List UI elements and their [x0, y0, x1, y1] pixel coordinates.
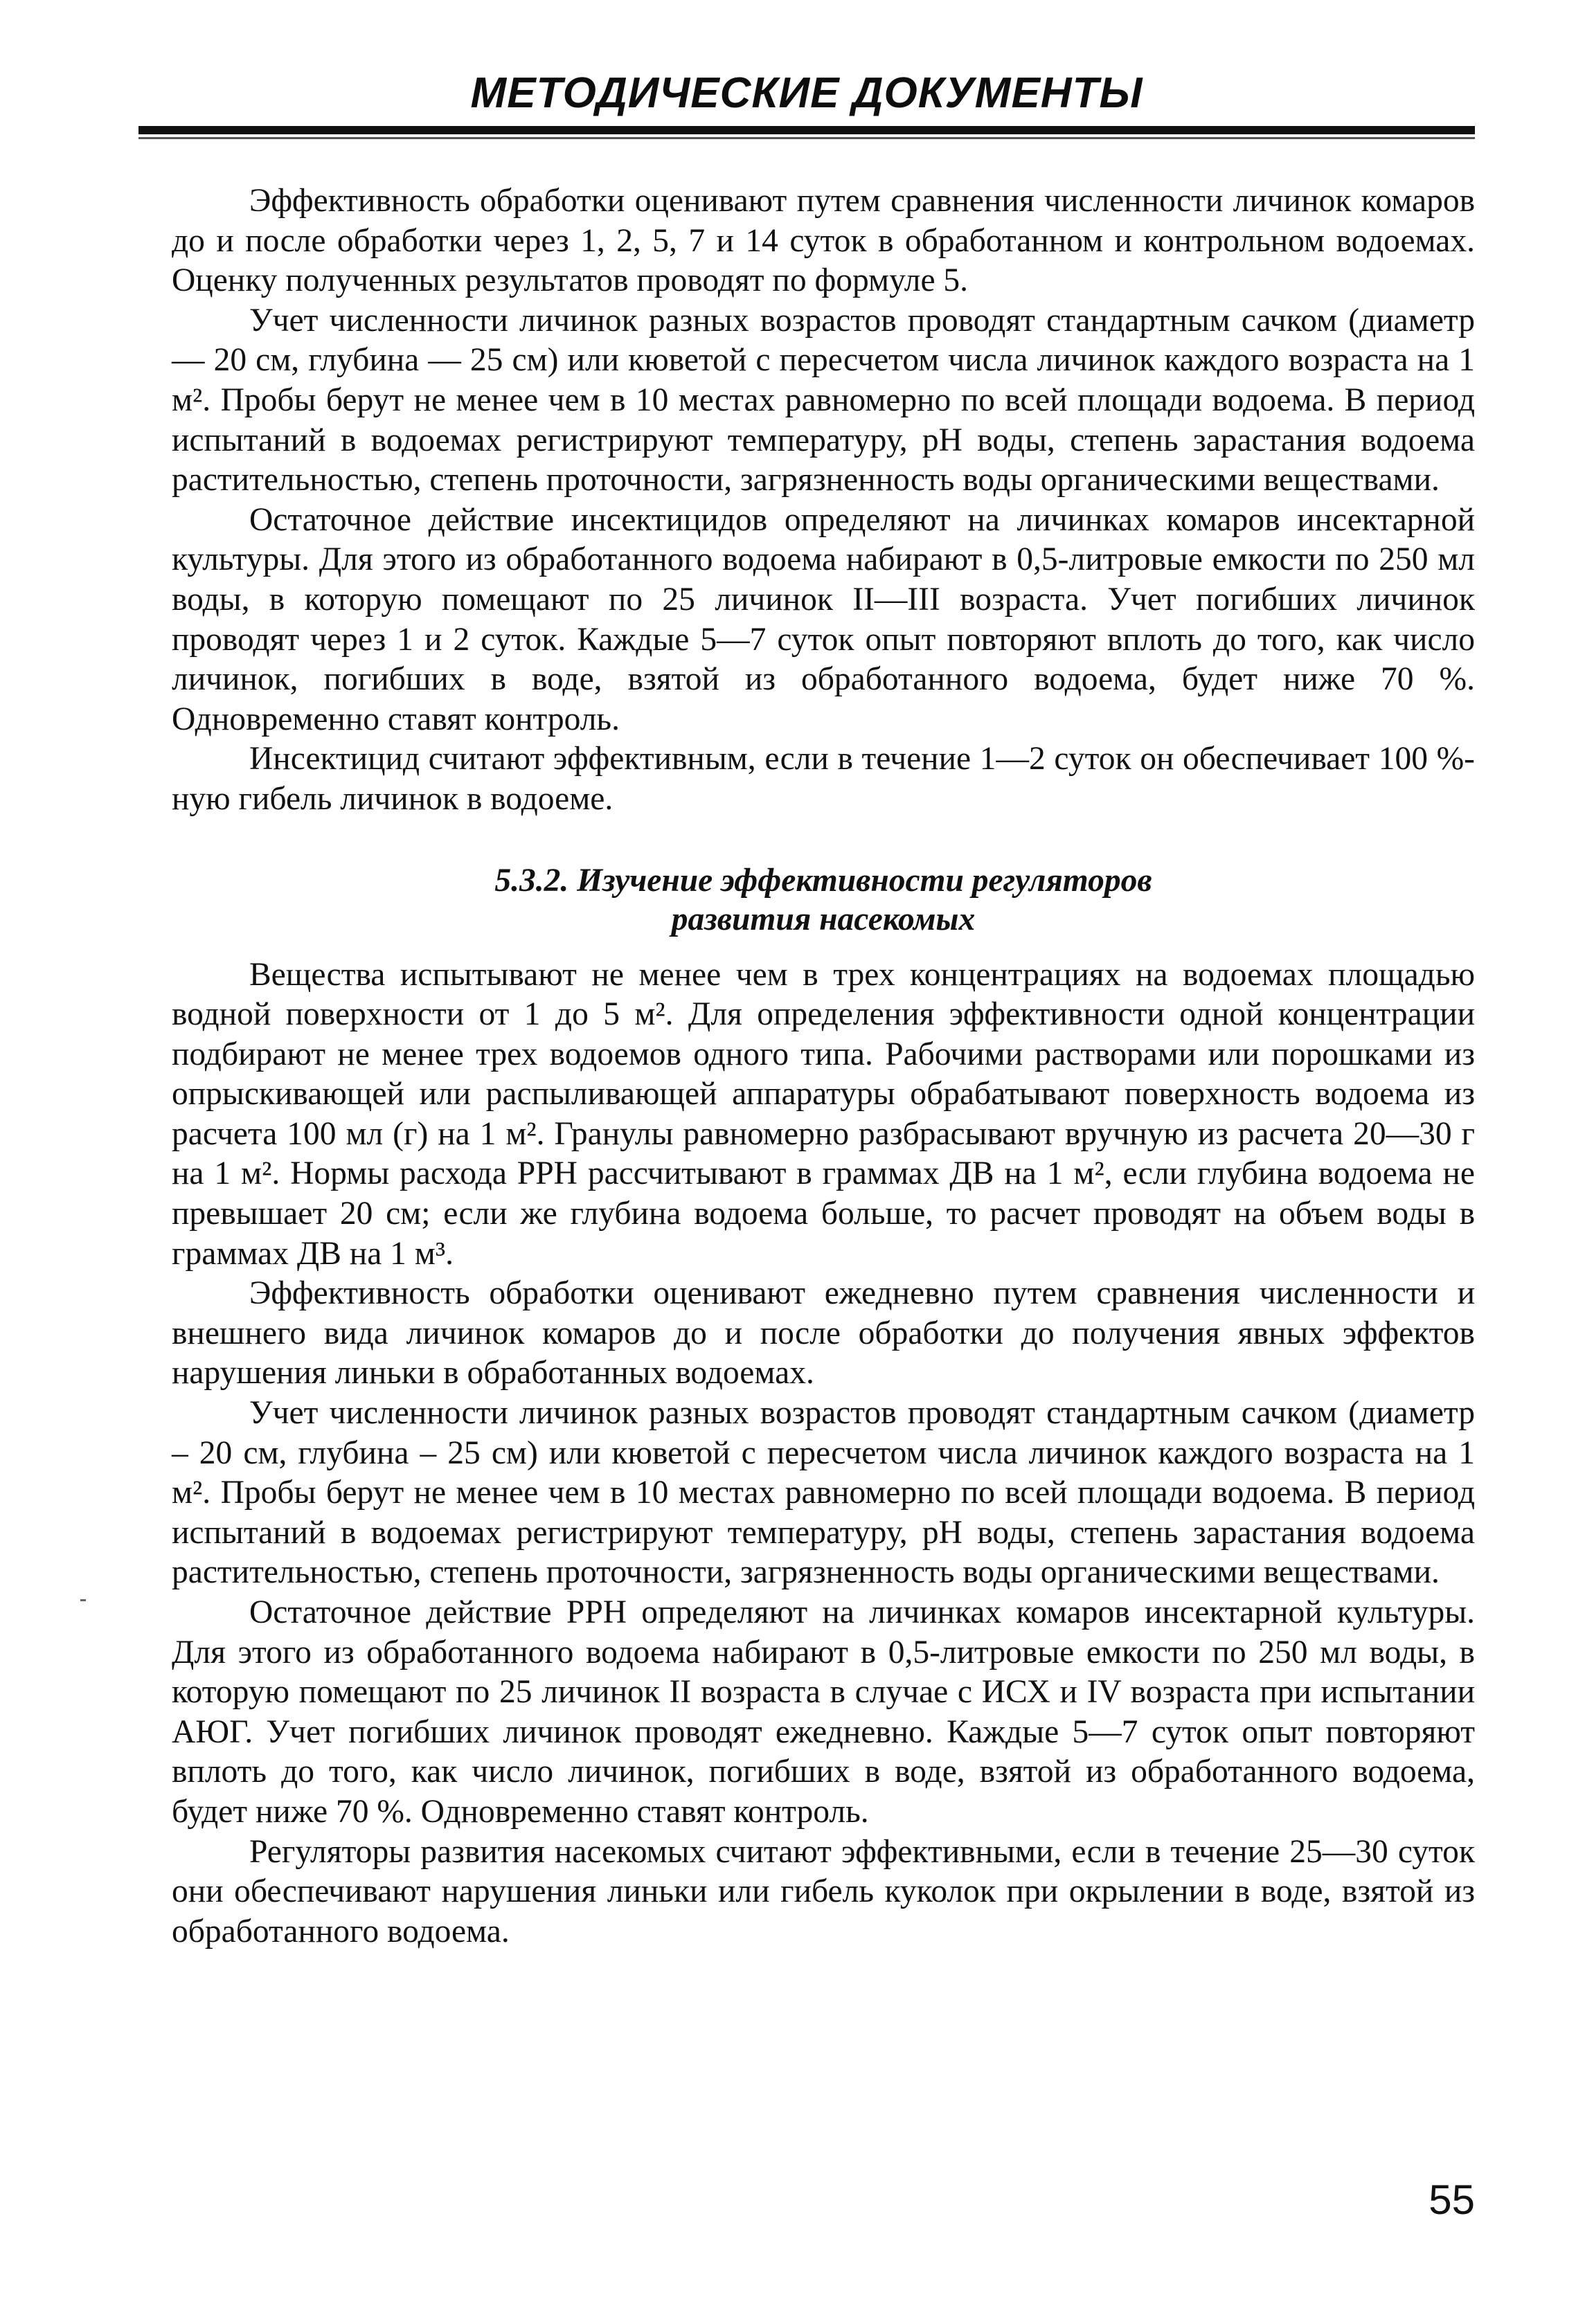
- header-rule-thick: [138, 126, 1475, 134]
- paragraph: Учет численности личинок разных возрастов проводят стандартным сачком (диаметр – 20 см, глубина – 25 см) или кюветой с пересчетом числа личинок каждого возраста на 1 м². Пробы берут не менее чем в 10 местах равномерно по всей площади водоема. В период испытаний в водоемах регистрируют температуру, pH воды, степень зарастания водоема растительностью, степень проточности, загрязненность воды органическими веществами.: [172, 1395, 1475, 1591]
- header-rule-thin: [138, 137, 1475, 139]
- body-text: [172, 181, 1475, 1952]
- section-heading: [172, 861, 1475, 939]
- paragraph: Остаточное действие инсектицидов определяют на личинках комаров инсектарной культуры. Для этого из обработанного водоема набирают в 0,5-литровые емкости по 250 мл воды, в которую помещают по 25 личинок II—III возраста. Учет погибших личинок проводят через 1 и 2 суток. Каждые 5—7 суток опыт повторяют вплоть до того, как число личинок, погибших в воде, взятой из обработанного водоема, будет ниже 70 %. Одновременно ставят контроль.: [172, 501, 1475, 737]
- header-title: МЕТОДИЧЕСКИЕ ДОКУМЕНТЫ: [470, 69, 1143, 117]
- paragraph: Инсектицид считают эффективным, если в течение 1—2 суток он обеспечивает 100 %-ную гибель личинок в водоеме.: [172, 741, 1475, 817]
- paragraph: Эффективность обработки оценивают ежедневно путем сравнения численности и внешнего вида личинок комаров до и после обработки до получения явных эффектов нарушения линьки в обработанных водоемах.: [172, 1275, 1475, 1391]
- paragraph: Учет численности личинок разных возрастов проводят стандартным сачком (диаметр — 20 см, глубина — 25 см) или кюветой с пересчетом числа личинок каждого возраста на 1 м². Пробы берут не менее чем в 10 местах равномерно по всей площади водоема. В период испытаний в водоемах регистрируют температуру, pH воды, степень зарастания водоема растительностью, степень проточности, загрязненность воды органическими веществами.: [172, 302, 1475, 498]
- margin-mark: [80, 1599, 86, 1601]
- section-heading-line-1: 5.3.2. Изучение эффективности регуляторов: [494, 862, 1152, 899]
- section-heading-line-2: развития насекомых: [671, 901, 976, 937]
- paragraph: Вещества испытывают не менее чем в трех концентрациях на водоемах площадью водной поверхности от 1 до 5 м². Для определения эффективности одной концентрации подбирают не менее трех водоемов одного типа. Рабочими растворами или порошками из опрыскивающей или распыливающей аппаратуры обрабатывают поверхность водоема из расчета 100 мл (г) на 1 м². Гранулы равномерно разбрасывают вручную из расчета 20—30 г на 1 м². Нормы расхода РРН рассчитывают в граммах ДВ на 1 м², если глубина водоема не превышает 20 см; если же глубина водоема больше, то расчет проводят на объем воды в граммах ДВ на 1 м³.: [172, 956, 1475, 1272]
- paragraph: Эффективность обработки оценивают путем сравнения численности личинок комаров до и после обработки через 1, 2, 5, 7 и 14 суток в обработанном и контрольном водоемах. Оценку полученных результатов проводят по формуле 5.: [172, 183, 1475, 299]
- running-header: [138, 69, 1475, 118]
- paragraph: Остаточное действие РРН определяют на личинках комаров инсектарной культуры. Для этого из обработанного водоема набирают в 0,5-литровые емкости по 250 мл воды, в которую помещают по 25 личинок II возраста в случае с ИСХ и IV возраста при испытании АЮГ. Учет погибших личинок проводят ежедневно. Каждые 5—7 суток опыт повторяют вплоть до того, как число личинок, погибших в воде, взятой из обработанного водоема, будет ниже 70 %. Одновременно ставят контроль.: [172, 1594, 1475, 1830]
- paragraph: Регуляторы развития насекомых считают эффективными, если в течение 25—30 суток они обеспечивают нарушения линьки или гибель куколок при окрылении в воде, взятой из обработанного водоема.: [172, 1833, 1475, 1949]
- page-number: 55: [1429, 2177, 1475, 2223]
